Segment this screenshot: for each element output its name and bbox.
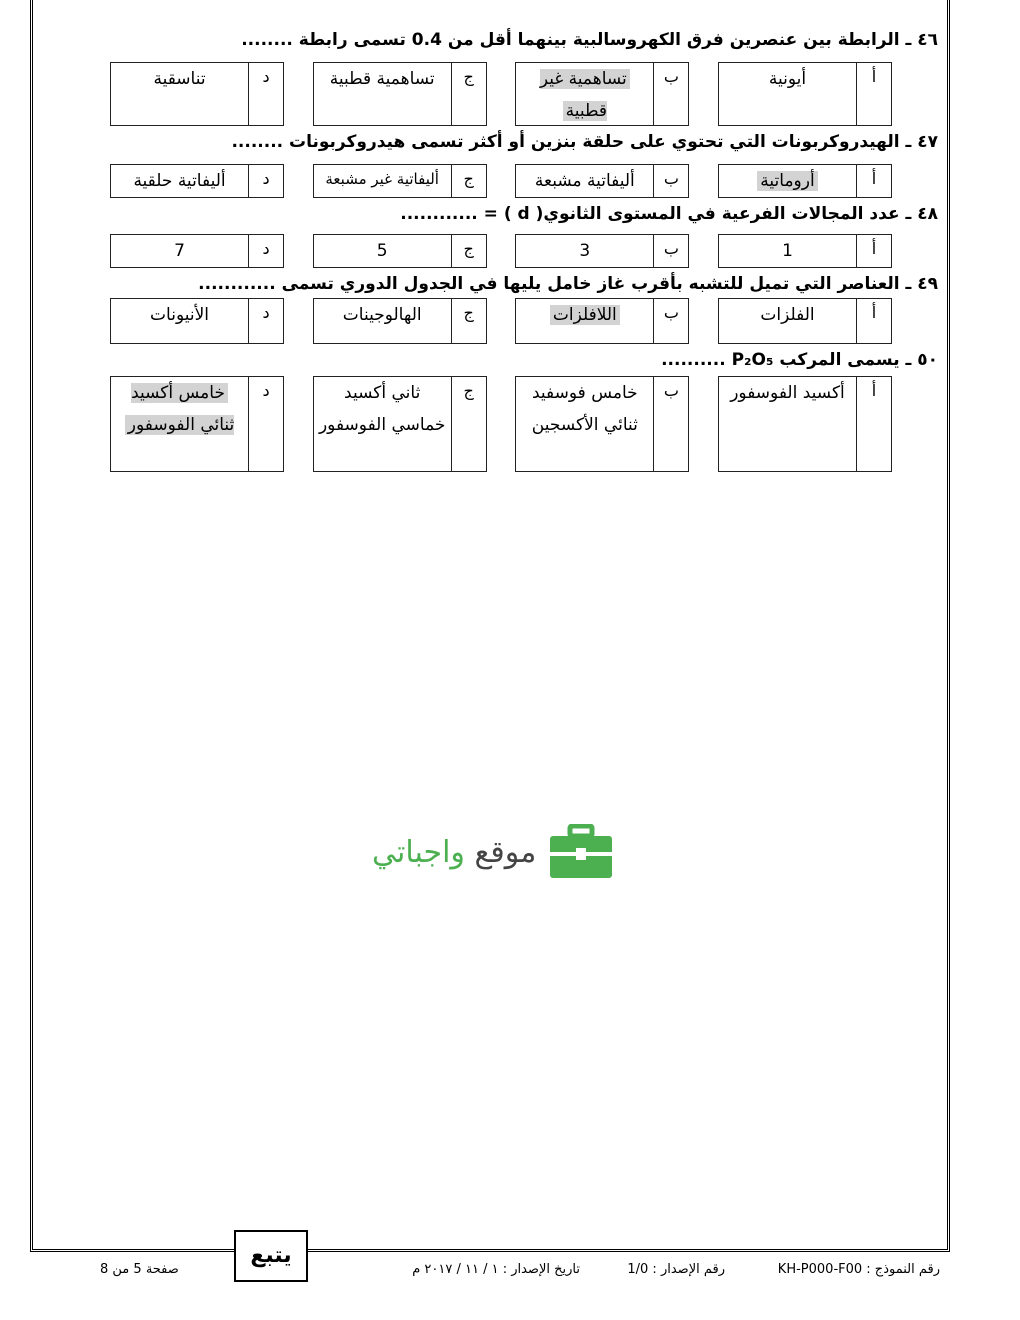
option-label: أ	[856, 298, 892, 344]
option-text: تساهمية غير قطبية	[515, 62, 653, 126]
option-text: أليفاتية مشبعة	[515, 164, 653, 198]
option-b[interactable]	[515, 62, 689, 126]
option-text: 1	[718, 234, 856, 268]
question-48-title: ٤٨ ـ عدد المجالات الفرعية في المستوى الثانوي( d ) = ............	[400, 204, 938, 224]
option-label: ب	[653, 62, 689, 126]
option-label: أ	[856, 376, 892, 472]
question-49-options	[110, 298, 892, 344]
option-text: 7	[110, 234, 248, 268]
option-text: خامس أكسيد ثنائي الفوسفور	[110, 376, 248, 472]
option-a[interactable]	[718, 62, 892, 126]
option-b[interactable]	[515, 234, 689, 268]
option-label: ج	[451, 376, 487, 472]
option-label: أ	[856, 234, 892, 268]
option-c[interactable]	[313, 376, 487, 472]
option-b[interactable]	[515, 298, 689, 344]
option-text: تناسقية	[110, 62, 248, 126]
option-a[interactable]	[718, 164, 892, 198]
question-47-options	[110, 164, 892, 198]
option-text: الفلزات	[718, 298, 856, 344]
question-49-title: ٤٩ ـ العناصر التي تميل للتشبه بأقرب غاز خامل يليها في الجدول الدوري تسمى ............	[198, 274, 938, 294]
option-text: 3	[515, 234, 653, 268]
option-label: د	[248, 298, 284, 344]
option-text: أروماتية	[718, 164, 856, 198]
follow-box: يتبع	[234, 1230, 308, 1282]
footer-issue-number: رقم الإصدار : 1/0	[627, 1262, 725, 1277]
option-c[interactable]	[313, 234, 487, 268]
question-48-options	[110, 234, 892, 268]
option-b[interactable]	[515, 376, 689, 472]
option-d[interactable]	[110, 298, 284, 344]
footer-page-number: صفحة 5 من 8	[100, 1262, 179, 1277]
option-label: د	[248, 234, 284, 268]
option-label: أ	[856, 62, 892, 126]
option-a[interactable]	[718, 376, 892, 472]
option-label: د	[248, 164, 284, 198]
logo-text	[372, 835, 536, 870]
option-c[interactable]	[313, 164, 487, 198]
option-a[interactable]	[718, 298, 892, 344]
question-47-title: ٤٧ ـ الهيدروكربونات التي تحتوي على حلقة بنزين أو أكثر تسمى هيدروكربونات ........	[231, 132, 938, 152]
option-c[interactable]	[313, 62, 487, 126]
option-label: د	[248, 376, 284, 472]
option-text: أكسيد الفوسفور	[718, 376, 856, 472]
option-d[interactable]	[110, 376, 284, 472]
option-text: الأنيونات	[110, 298, 248, 344]
option-label: أ	[856, 164, 892, 198]
footer-issue-date: تاريخ الإصدار : ١ / ١١ / ٢٠١٧ م	[412, 1262, 580, 1277]
option-c[interactable]	[313, 298, 487, 344]
logo-word-2: واجباتي	[372, 834, 465, 870]
option-label: ب	[653, 234, 689, 268]
option-label: ج	[451, 298, 487, 344]
option-d[interactable]	[110, 234, 284, 268]
option-label: ب	[653, 376, 689, 472]
briefcase-icon	[548, 824, 614, 880]
option-text: اللافلزات	[515, 298, 653, 344]
logo-word-1: موقع	[474, 834, 537, 870]
option-text: الهالوجينات	[313, 298, 451, 344]
option-text: ثاني أكسيد خماسي الفوسفور	[313, 376, 451, 472]
option-text: أيونية	[718, 62, 856, 126]
option-text: تساهمية قطبية	[313, 62, 451, 126]
option-label: ب	[653, 164, 689, 198]
option-text: 5	[313, 234, 451, 268]
option-a[interactable]	[718, 234, 892, 268]
option-text: خامس فوسفيد ثنائي الأكسجين	[515, 376, 653, 472]
option-label: ج	[451, 234, 487, 268]
option-label: ب	[653, 298, 689, 344]
option-text: أليفاتية غير مشبعة	[313, 164, 451, 198]
option-b[interactable]	[515, 164, 689, 198]
footer-form-number: رقم النموذج : KH-P000-F00	[777, 1262, 940, 1277]
option-label: ج	[451, 164, 487, 198]
question-46-title: ٤٦ ـ الرابطة بين عنصرين فرق الكهروسالبية بينهما أقل من 0.4 تسمى رابطة ........	[241, 30, 938, 50]
site-logo	[372, 824, 614, 880]
question-46-options	[110, 62, 892, 126]
question-50-title: ٥٠ ـ يسمى المركب P₂O₅ ..........	[661, 350, 938, 370]
option-label: د	[248, 62, 284, 126]
option-label: ج	[451, 62, 487, 126]
question-50-options	[110, 376, 892, 472]
option-d[interactable]	[110, 62, 284, 126]
option-d[interactable]	[110, 164, 284, 198]
option-text: أليفاتية حلقية	[110, 164, 248, 198]
